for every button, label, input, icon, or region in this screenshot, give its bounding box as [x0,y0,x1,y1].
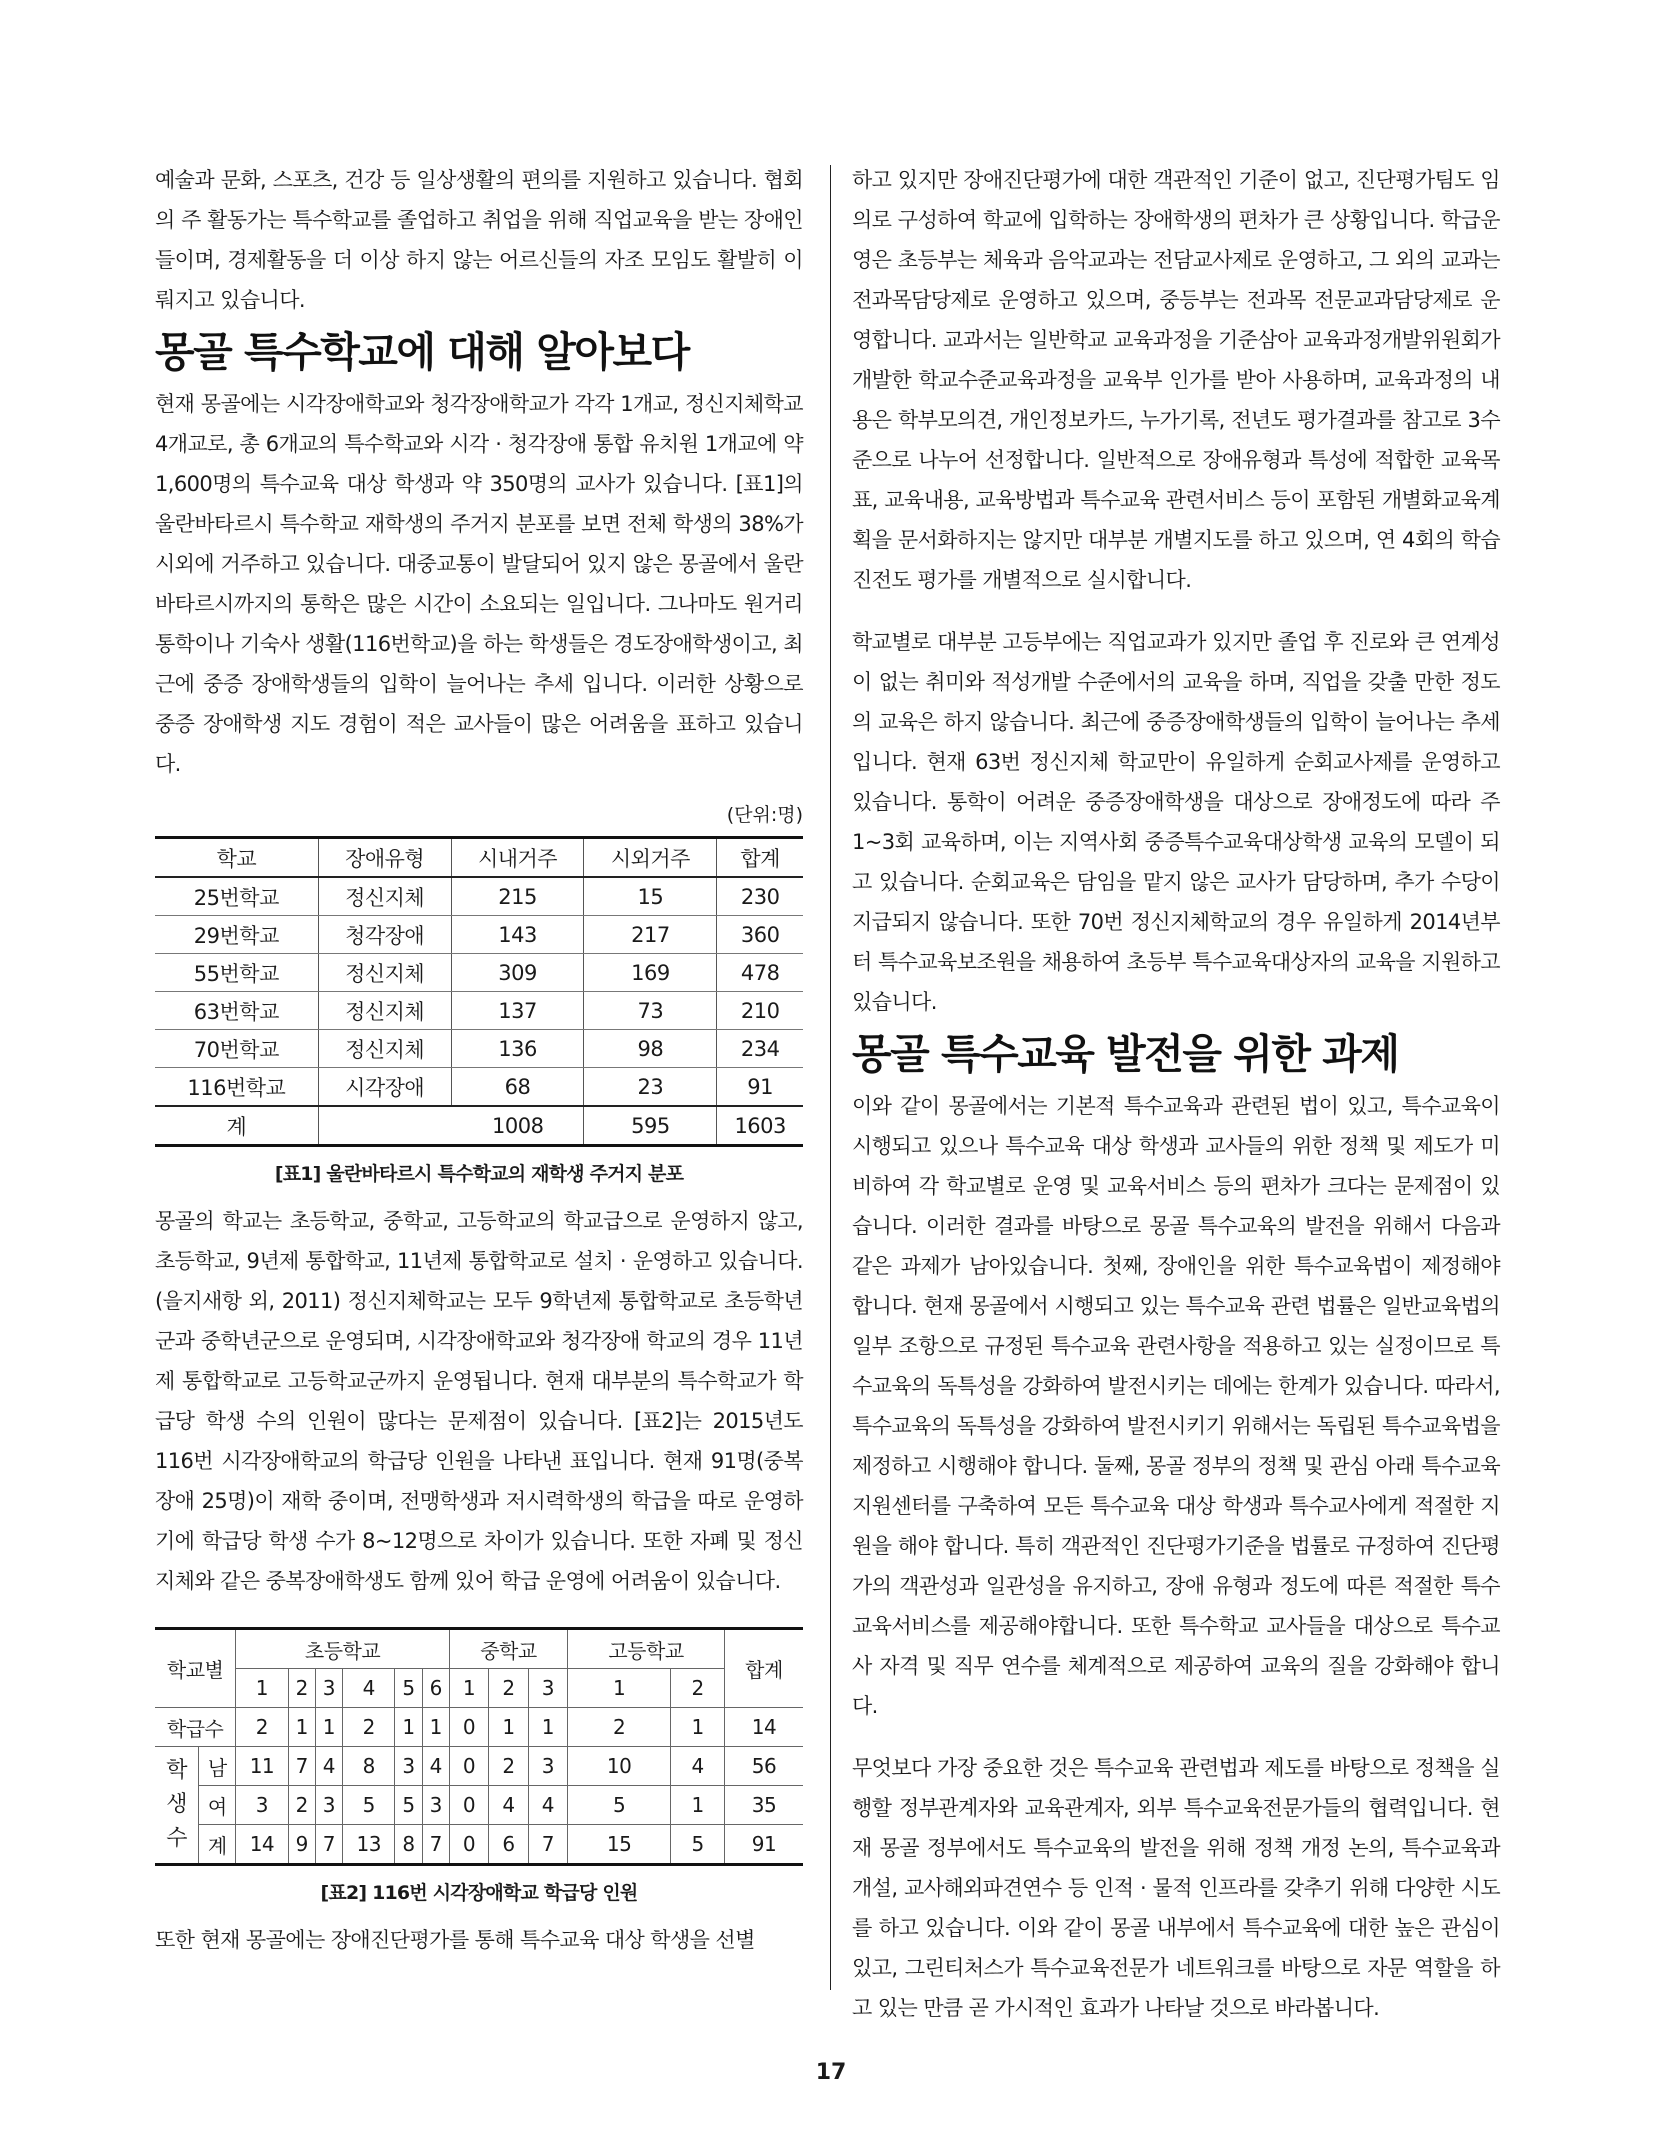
table-cell: 210 [717,992,803,1030]
table-cell: 정신지체 [318,877,451,916]
table-cell: 5 [395,1786,422,1825]
table-cell: 8 [395,1825,422,1865]
table-cell: 4 [489,1786,528,1825]
table-cell: 5 [343,1786,395,1825]
table-cell: 4 [671,1747,725,1786]
table-cell: 1 [395,1708,422,1747]
table-cell: 73 [584,992,717,1030]
table-cell: 116번학교 [155,1068,318,1107]
page-number: 17 [815,2060,847,2085]
table2-group-header: 초등학교 [236,1629,450,1669]
table-cell: 3 [315,1786,342,1825]
table-row [155,877,803,916]
table-cell: 시각장애 [318,1068,451,1107]
table-row [155,992,803,1030]
grade-header: 1 [568,1669,671,1708]
table-cell: 0 [449,1825,488,1865]
table-cell: 7 [422,1825,449,1865]
table-cell: 1603 [717,1106,803,1146]
table-cell: 2 [343,1708,395,1747]
table-cell: 4 [528,1786,567,1825]
table-cell: 1008 [318,1106,584,1146]
table-cell: 1 [671,1786,725,1825]
table1-unit: (단위:명) [726,804,803,826]
tasks-paragraph: 이와 같이 몽골에서는 기본적 특수교육과 관련된 법이 있고, 특수교육이 시행되고 있으나 특수교육 대상 학생과 교사들의 위한 정책 및 제도가 미비하여 각 학교별로 운영 및 교육서비스 등의 편차가 크다는 문제점이 있습니다. 이러한 결과를 바탕으로 몽골 특수교육의 발전을 위해서 다음과 같은 과제가 남아있습니다. 첫째, 장애인을 위한 특수교육법이 제정해야 합니다. 현재 몽골에서 시행되고 있는 특수교육 관련 법률은 일반교육법의 일부 조항으로 규정된 특수교육 관련사항을 적용하고 있는 실정이므로 특수교육의 독특성을 강화하여 발전시키는 데에는 한계가 있습니다. 따라서, 특수교육의 독특성을 강화하여 발전시키기 위해서는 독립된 특수교육법을 제정하고 시행해야 합니다. 둘째, 몽골 정부의 정책 및 관심 아래 특수교육지원센터를 구축하여 모든 특수교육 대상 학생과 특수교사에게 적절한 지원을 해야 합니다. 특히 객관적인 진단평가기준을 법률로 규정하여 진단평가의 객관성과 일관성을 유지하고, 장애 유형과 정도에 따른 적절한 특수교육서비스를 제공해야합니다. 또한 특수학교 교사들을 대상으로 특수교사 자격 및 직무 연수를 체계적으로 제공하여 교육의 질을 강화해야 합니다. [852,1094,1500,1718]
grade-header: 2 [489,1669,528,1708]
table-cell: 63번학교 [155,992,318,1030]
table-cell: 6 [489,1825,528,1865]
table-cell: 7 [288,1747,315,1786]
table1-header: 합계 [717,838,803,878]
table-cell: 29번학교 [155,916,318,954]
grade-header: 2 [288,1669,315,1708]
students-label-char: 생 [166,1792,187,1817]
table-cell: 7 [315,1825,342,1865]
table2-total-header: 합계 [724,1629,803,1708]
table-cell: 3 [528,1747,567,1786]
table-cell: 청각장애 [318,916,451,954]
students-label-char: 수 [166,1826,187,1851]
grade-header: 3 [528,1669,567,1708]
table-cell: 68 [451,1068,584,1107]
grade-header: 1 [236,1669,288,1708]
cooperation-paragraph: 무엇보다 가장 중요한 것은 특수교육 관련법과 제도를 바탕으로 정책을 실행할 정부관계자와 교육관계자, 외부 특수교육전문가들의 협력입니다. 현재 몽골 정부에서도 특수교육의 발전을 위해 정책 개정 논의, 특수교육과 개설, 교사해외파견연수 등 인적 · 물적 인프라를 갖추기 위해 다양한 시도를 하고 있습니다. 이와 같이 몽골 내부에서 특수교육에 대한 높은 관심이 있고, 그린티처스가 특수교육전문가 네트워크를 바탕으로 자문 역할을 하고 있는 만큼 곧 가시적인 효과가 나타날 것으로 바라봅니다. [852,1756,1500,2020]
table-cell: 2 [236,1708,288,1747]
table-cell: 56 [724,1747,803,1786]
table-cell: 4 [315,1747,342,1786]
table-row [155,1825,803,1865]
table-cell: 1 [422,1708,449,1747]
diagnosis-paragraph-start: 또한 현재 몽골에는 장애진단평가를 통해 특수교육 대상 학생을 선별 [155,1928,755,1952]
table-total-row [155,1106,803,1146]
grade-header: 6 [422,1669,449,1708]
sex-label: 여 [199,1786,236,1825]
table-cell: 13 [343,1825,395,1865]
column-divider [830,165,831,1990]
table-cell: 55번학교 [155,954,318,992]
vocational-paragraph: 학교별로 대부분 고등부에는 직업교과가 있지만 졸업 후 진로와 큰 연계성이 없는 취미와 적성개발 수준에서의 교육을 하며, 직업을 갖출 만한 정도의 교육은 하지 않습니다. 최근에 중증장애학생들의 입학이 늘어나는 추세 입니다. 현재 63번 정신지체 학교만이 유일하게 순회교사제를 운영하고 있습니다. 통학이 어려운 중증장애학생을 대상으로 장애정도에 따라 주 1~3회 교육하며, 이는 지역사회 중증특수교육대상학생 교육의 모델이 되고 있습니다. 순회교육은 담임을 맡지 않은 교사가 담당하며, 추가 수당이 지급되지 않습니다. 또한 70번 정신지체학교의 경우 유일하게 2014년부터 특수교육보조원을 채용하여 초등부 특수교육대상자의 교육을 지원하고 있습니다. [852,630,1500,1014]
table-cell: 14 [724,1708,803,1747]
table-cell: 계 [155,1106,318,1146]
table2-caption: [표2] 116번 시각장애학교 학급당 인원 [320,1882,638,1904]
grade-header: 1 [449,1669,488,1708]
table-cell: 309 [451,954,584,992]
table-cell: 5 [671,1825,725,1865]
table-cell: 정신지체 [318,992,451,1030]
table-row [155,1708,803,1747]
table-cell: 70번학교 [155,1030,318,1068]
diagnosis-paragraph-continued: 하고 있지만 장애진단평가에 대한 객관적인 기준이 없고, 진단평가팀도 임의로 구성하여 학교에 입학하는 장애학생의 편차가 큰 상황입니다. 학급운영은 초등부는 체육과 음악교과는 전담교사제로 운영하고, 그 외의 교과는 전과목담당제로 운영하고 있으며, 중등부는 전과목 전문교과담당제로 운영합니다. 교과서는 일반학교 교육과정을 기준삼아 교육과정개발위원회가 개발한 학교수준교육과정을 교육부 인가를 받아 사용하며, 교육과정의 내용은 학부모의견, 개인정보카드, 누가기록, 전년도 평가결과를 참고로 3수준으로 나누어 선정합니다. 일반적으로 장애유형과 특성에 적합한 교육목표, 교육내용, 교육방법과 특수교육 관련서비스 등이 포함된 개별화교육계획을 문서화하지는 않지만 대부분 개별지도를 하고 있으며, 연 4회의 학습진전도 평가를 개별적으로 실시합니다. [852,168,1500,592]
class-size-table [155,1627,803,1866]
table-cell: 14 [236,1825,288,1865]
table-cell: 0 [449,1786,488,1825]
table-cell: 8 [343,1747,395,1786]
table-row [155,1030,803,1068]
table-cell: 23 [584,1068,717,1107]
table-cell: 3 [395,1747,422,1786]
table-cell: 1 [315,1708,342,1747]
table-cell: 15 [568,1825,671,1865]
table-cell: 91 [717,1068,803,1107]
table-cell: 143 [451,916,584,954]
table-cell: 1 [671,1708,725,1747]
right-column [852,160,1500,2028]
table-cell: 230 [717,877,803,916]
table-cell: 11 [236,1747,288,1786]
table-cell: 137 [451,992,584,1030]
intro-paragraph: 예술과 문화, 스포츠, 건강 등 일상생활의 편의를 지원하고 있습니다. 협회의 주 활동가는 특수학교를 졸업하고 취업을 위해 직업교육을 받는 장애인들이며, 경제활동을 더 이상 하지 않는 어르신들의 자조 모임도 활발히 이뤄지고 있습니다. [155,168,803,312]
table-cell: 2 [568,1708,671,1747]
section-heading-tasks: 몽골 특수교육 발전을 위한 과제 [852,1030,1399,1078]
left-column [155,160,803,1960]
table-cell: 25번학교 [155,877,318,916]
grade-header: 2 [671,1669,725,1708]
table1-header: 장애유형 [318,838,451,878]
table-cell: 360 [717,916,803,954]
grade-header: 4 [343,1669,395,1708]
table-cell: 정신지체 [318,954,451,992]
table-cell: 217 [584,916,717,954]
table1-header: 학교 [155,838,318,878]
table-row [155,1786,803,1825]
table-cell: 91 [724,1825,803,1865]
table-row [155,916,803,954]
table-row [155,954,803,992]
table-cell: 98 [584,1030,717,1068]
table-cell: 1 [489,1708,528,1747]
table-cell: 5 [568,1786,671,1825]
table-cell: 478 [717,954,803,992]
school-levels-paragraph: 몽골의 학교는 초등학교, 중학교, 고등학교의 학교급으로 운영하지 않고, 초등학교, 9년제 통합학교, 11년제 통합학교로 설치 · 운영하고 있습니다.(을지새항 외, 2011) 정신지체학교는 모두 9학년제 통합학교로 초등학년군과 중학년군으로 운영되며, 시각장애학교와 청각장애 학교의 경우 11년제 통합학교로 고등학교군까지 운영됩니다. 현재 대부분의 특수학교가 학급당 학생 수의 인원이 많다는 문제점이 있습니다. [표2]는 2015년도 116번 시각장애학교의 학급당 인원을 나타낸 표입니다. 현재 91명(중복장애 25명)이 재학 중이며, 전맹학생과 저시력학생의 학급을 따로 운영하기에 학급당 학생 수가 8~12명으로 차이가 있습니다. 또한 자폐 및 정신지체와 같은 중복장애학생도 함께 있어 학급 운영에 어려움이 있습니다. [155,1209,803,1593]
table-cell: 0 [449,1747,488,1786]
table-cell: 169 [584,954,717,992]
grade-header: 5 [395,1669,422,1708]
table-cell: 7 [528,1825,567,1865]
table-cell: 0 [449,1708,488,1747]
table-cell: 35 [724,1786,803,1825]
table-cell: 1 [528,1708,567,1747]
residence-table [155,836,803,1147]
table-cell: 1 [288,1708,315,1747]
table2-group-header: 중학교 [449,1629,567,1669]
table-cell: 234 [717,1030,803,1068]
table-cell: 2 [288,1786,315,1825]
grade-header: 3 [315,1669,342,1708]
table-cell: 4 [422,1747,449,1786]
table-cell: 3 [422,1786,449,1825]
table1-caption: [표1] 울란바타르시 특수학교의 재학생 주거지 분포 [274,1163,684,1185]
table-cell: 136 [451,1030,584,1068]
section-heading-schools: 몽골 특수학교에 대해 알아보다 [155,328,689,376]
table2-group-header: 고등학교 [568,1629,725,1669]
table2-row-header: 학교별 [155,1629,236,1708]
table1-header: 시내거주 [451,838,584,878]
table-row [155,1747,803,1786]
schools-paragraph: 현재 몽골에는 시각장애학교와 청각장애학교가 각각 1개교, 정신지체학교 4개교로, 총 6개교의 특수학교와 시각 · 청각장애 통합 유치원 1개교에 약 1,600명의 특수교육 대상 학생과 약 350명의 교사가 있습니다. [표1]의 울란바타르시 특수학교 재학생의 주거지 분포를 보면 전체 학생의 38%가 시외에 거주하고 있습니다. 대중교통이 발달되어 있지 않은 몽골에서 울란바타르시까지의 통학은 많은 시간이 소요되는 일입니다. 그나마도 원거리 통학이나 기숙사 생활(116번학교)을 하는 학생들은 경도장애학생이고, 최근에 중증 장애학생들의 입학이 늘어나는 추세 입니다. 이러한 상황으로 중증 장애학생 지도 경험이 적은 교사들이 많은 어려움을 표하고 있습니다. [155,392,803,776]
students-label-char: 학 [166,1758,187,1783]
table-cell: 595 [584,1106,717,1146]
table-cell: 15 [584,877,717,916]
table-row [155,1068,803,1107]
table-cell: 2 [489,1747,528,1786]
table-cell: 9 [288,1825,315,1865]
table-cell: 215 [451,877,584,916]
table-cell: 정신지체 [318,1030,451,1068]
class-count-label: 학급수 [155,1708,236,1747]
table1-header: 시외거주 [584,838,717,878]
table-cell: 10 [568,1747,671,1786]
sex-label: 계 [199,1825,236,1865]
students-label [155,1747,199,1865]
table-cell: 3 [236,1786,288,1825]
sex-label: 남 [199,1747,236,1786]
